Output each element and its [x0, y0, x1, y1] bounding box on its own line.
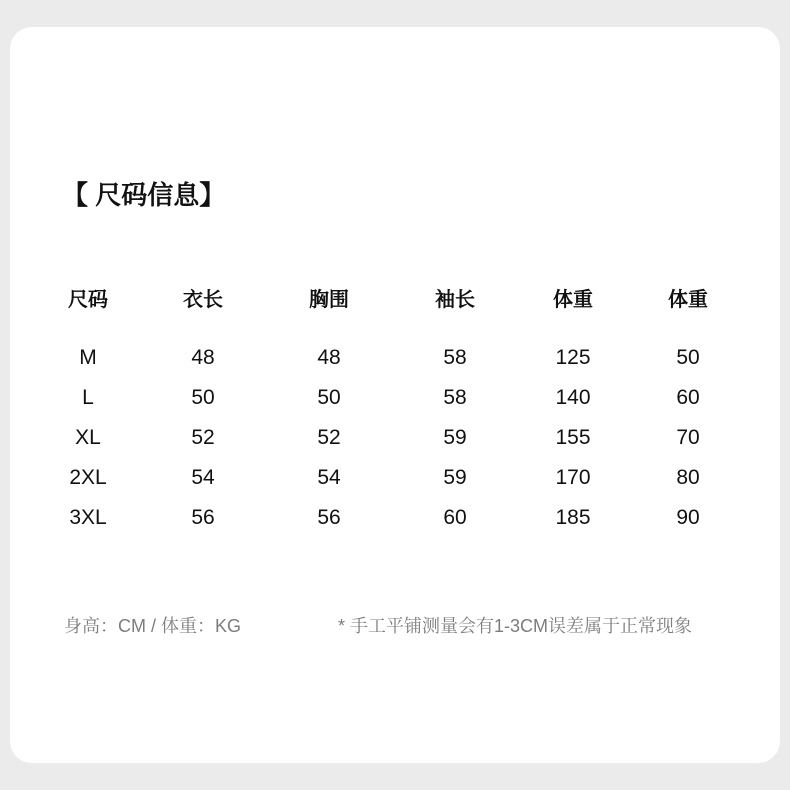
table-cell: 170 [555, 466, 591, 489]
column-header: 尺码 [68, 289, 108, 311]
table-cell: 140 [555, 386, 591, 409]
table-cell: 59 [443, 466, 467, 489]
table-cell: L [82, 386, 94, 409]
table-cell: M [79, 346, 97, 369]
table-cell: 60 [676, 386, 700, 409]
table-header-row [10, 286, 780, 314]
table-row [10, 344, 780, 372]
table-cell: 50 [676, 346, 700, 369]
units-note: 身高：CM / 体重：KG [64, 616, 242, 636]
table-row [10, 424, 780, 452]
table-cell: 3XL [69, 506, 107, 529]
table-cell: 52 [191, 426, 215, 449]
table-cell: 70 [676, 426, 700, 449]
size-info-card [10, 27, 780, 763]
table-cell: 56 [317, 506, 341, 529]
table-cell: 54 [191, 466, 215, 489]
table-cell: 56 [191, 506, 215, 529]
table-cell: 185 [555, 506, 591, 529]
table-cell: 60 [443, 506, 467, 529]
table-cell: 50 [317, 386, 341, 409]
table-cell: 80 [676, 466, 700, 489]
table-cell: 125 [555, 346, 591, 369]
table-row [10, 504, 780, 532]
table-cell: 155 [555, 426, 591, 449]
table-cell: 59 [443, 426, 467, 449]
page-title: 【 尺码信息】 [62, 180, 226, 210]
table-cell: 52 [317, 426, 341, 449]
table-cell: XL [75, 426, 101, 449]
column-header: 体重 [668, 289, 708, 311]
table-cell: 58 [443, 346, 467, 369]
table-cell: 50 [191, 386, 215, 409]
table-row [10, 464, 780, 492]
table-cell: 58 [443, 386, 467, 409]
table-cell: 48 [317, 346, 341, 369]
table-cell: 48 [191, 346, 215, 369]
measurement-disclaimer: * 手工平铺测量会有1-3CM误差属于正常现象 [338, 616, 693, 636]
table-row [10, 384, 780, 412]
table-cell: 2XL [69, 466, 107, 489]
size-table [10, 27, 780, 763]
table-cell: 54 [317, 466, 341, 489]
table-cell: 90 [676, 506, 700, 529]
column-header: 胸围 [309, 289, 349, 311]
column-header: 体重 [553, 289, 593, 311]
column-header: 衣长 [183, 289, 223, 311]
column-header: 袖长 [435, 289, 475, 311]
